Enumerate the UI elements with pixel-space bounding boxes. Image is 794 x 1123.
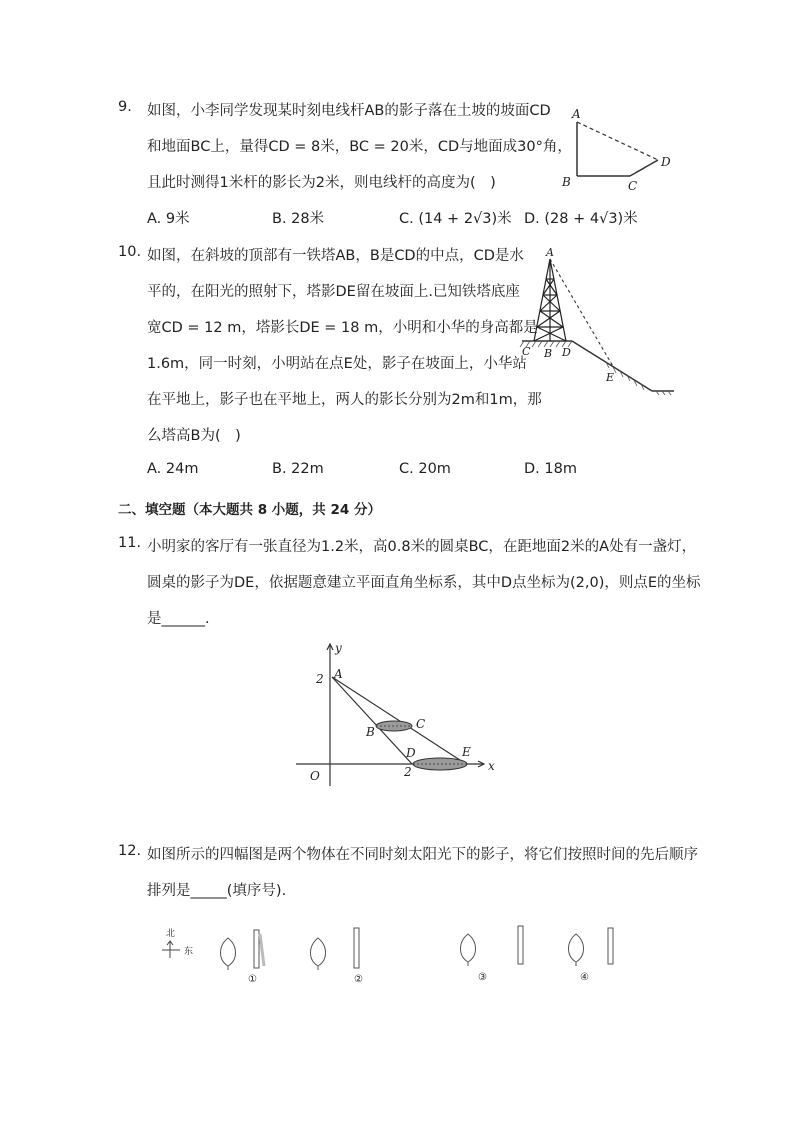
q12-line-1: 如图所示的四幅图是两个物体在不同时刻太阳光下的影子，将它们按照时间的先后顺序	[147, 847, 698, 863]
q11-line-3: 是______.	[147, 611, 210, 627]
label-o: O	[310, 769, 320, 783]
q10-line-4: 1.6m，同一时刻，小明站在点E处，影子在坡面上，小华站	[147, 356, 527, 372]
sun-ray	[577, 122, 658, 160]
q9-option-b: B. 28米	[272, 211, 325, 227]
shadow-1	[260, 934, 264, 966]
q9-figure	[555, 100, 685, 195]
q10-option-a: A. 24m	[147, 461, 199, 477]
q9-line-3: 且此时测得1米杆的影长为2米，则电线杆的高度为( )	[147, 175, 496, 191]
sun-ray	[550, 259, 614, 368]
q10-option-c: C. 20m	[399, 461, 451, 477]
label-b: B	[366, 725, 375, 739]
label-c: C	[628, 179, 638, 193]
pole-3-icon	[518, 926, 523, 964]
label-e: E	[606, 371, 615, 384]
q9-option-d: D. (28 + 4√3)米	[524, 211, 638, 227]
label-a: A	[572, 107, 581, 121]
q11-line-1: 小明家的客厅有一张直径为1.2米，高0.8米的圆桌BC，在距地面2米的A处有一盏灯，	[147, 539, 697, 555]
ray-ae	[332, 677, 466, 764]
q9-line-1: 如图，小李同学发现某时刻电线杆AB的影子落在土坡的坡面CD	[147, 103, 551, 119]
tick-y-2: 2	[316, 672, 324, 686]
panel-number-4: ④	[580, 972, 589, 983]
q10-number: 10.	[118, 244, 142, 260]
pole-1-icon	[254, 930, 259, 968]
q10-line-5: 在平地上，影子也在平地上，两人的影长分别为2m和1m，那	[147, 392, 542, 408]
q11-line-2: 圆桌的影子为DE，依据题意建立平面直角坐标系，其中D点坐标为(2,0)，则点E的坐标	[147, 575, 701, 591]
q9-number: 9.	[118, 99, 132, 115]
panel-number-3: ③	[478, 972, 487, 983]
q11-figure	[290, 640, 500, 790]
q10-option-d: D. 18m	[524, 461, 577, 477]
q9-option-c: C. (14 + 2√3)米	[399, 211, 512, 227]
q10-figure	[510, 245, 680, 395]
label-d: D	[661, 155, 671, 169]
label-d: D	[406, 746, 416, 760]
q9-option-a: A. 9米	[147, 211, 190, 227]
label-a: A	[546, 246, 554, 259]
q12-number: 12.	[118, 843, 142, 859]
slope-hatch	[606, 362, 671, 395]
panel-number-1: ①	[248, 974, 257, 985]
tick-x-2: 2	[404, 765, 412, 779]
q10-line-2: 平的，在阳光的照射下，塔影DE留在坡面上.已知铁塔底座	[147, 284, 520, 300]
pole-4-icon	[608, 928, 613, 964]
panel-number-2: ②	[354, 974, 363, 985]
label-x: x	[488, 759, 495, 773]
label-a: A	[334, 667, 343, 681]
tree-3-icon	[461, 934, 476, 962]
q10-line-3: 宽CD = 12 m，塔影长DE = 18 m，小明和小华的身高都是	[147, 320, 538, 336]
q12-line-2: 排列是_____(填序号).	[147, 883, 287, 899]
label-c: C	[522, 345, 531, 358]
compass	[162, 941, 180, 958]
q10-line-1: 如图，在斜坡的顶部有一铁塔AB，B是CD的中点，CD是水	[147, 248, 524, 264]
label-e: E	[462, 745, 471, 759]
label-y: y	[335, 641, 342, 655]
tree-1-icon	[221, 938, 236, 966]
section-title: 二、填空题（本大题共 8 小题，共 24 分）	[118, 502, 381, 518]
slope-cd	[630, 160, 658, 176]
label-b: B	[562, 175, 571, 189]
q9-line-2: 和地面BC上，量得CD = 8米，BC = 20米，CD与地面成30°角，	[147, 139, 572, 155]
q12-figure	[150, 920, 620, 990]
pole-2-icon	[354, 928, 359, 968]
tower	[534, 259, 566, 341]
label-d: D	[562, 346, 571, 359]
compass-east: 东	[184, 947, 194, 957]
label-b: B	[544, 347, 553, 360]
compass-north: 北	[166, 929, 176, 939]
q10-line-6: 么塔高B为( )	[147, 428, 241, 444]
tree-2-icon	[311, 938, 326, 966]
q11-number: 11.	[118, 535, 142, 551]
label-c: C	[416, 717, 426, 731]
q10-option-b: B. 22m	[272, 461, 324, 477]
tree-4-icon	[569, 934, 584, 962]
